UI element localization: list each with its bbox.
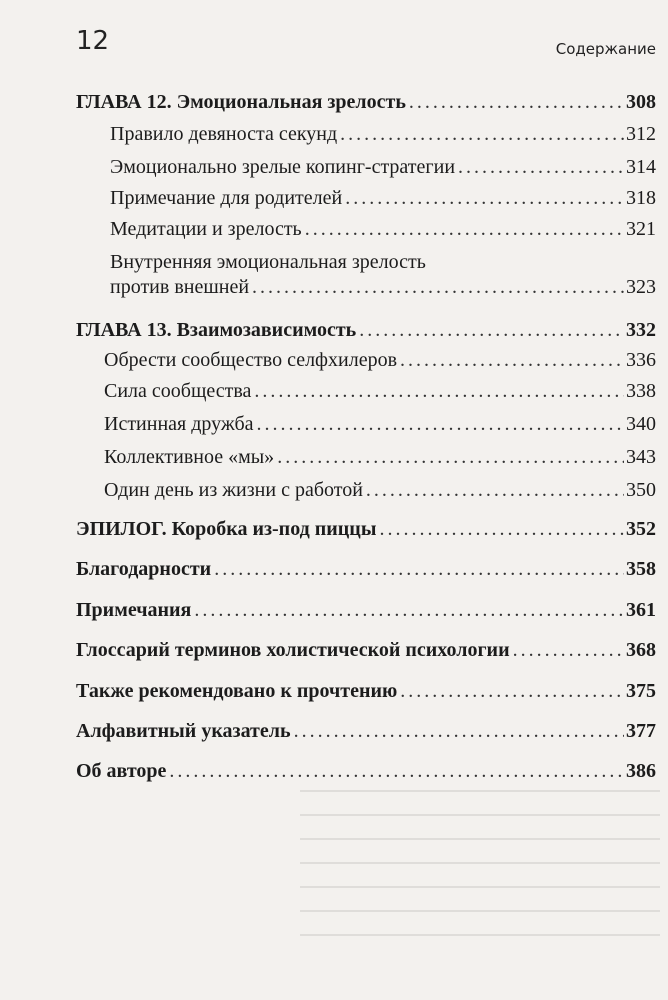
toc-entry-page: 338 <box>626 380 656 402</box>
toc-entry-index[interactable] <box>76 717 656 745</box>
toc-entry[interactable] <box>110 184 656 212</box>
dot-leader <box>400 677 624 705</box>
toc-entry-title: Также рекомендовано к прочтению <box>76 680 398 702</box>
dot-leader <box>400 346 624 374</box>
toc-entry-page: 352 <box>626 518 656 540</box>
toc-entry-title: ЭПИЛОГ. Коробка из-под пиццы <box>76 518 377 540</box>
dot-leader <box>305 215 624 243</box>
toc-entry-chapter-12[interactable] <box>76 88 656 116</box>
toc-entry-notes[interactable] <box>76 596 656 624</box>
toc-entry-title: Коллективное «мы» <box>104 446 275 468</box>
toc-entry[interactable] <box>110 120 656 148</box>
dot-leader <box>379 515 624 543</box>
dot-leader <box>169 757 624 785</box>
toc-entry-page: 358 <box>626 558 656 580</box>
toc-entry[interactable] <box>104 377 656 405</box>
toc-entry-title: Правило девяноста секунд <box>110 123 338 145</box>
dot-leader <box>252 273 624 301</box>
running-header: Содержание <box>555 40 656 58</box>
toc-entry-title: Примечания <box>76 599 192 621</box>
toc-entry[interactable] <box>104 443 656 471</box>
toc-entry-title: Сила сообщества <box>104 380 252 402</box>
toc-entry-title: ГЛАВА 12. Эмоциональная зрелость <box>76 91 406 113</box>
dot-leader <box>513 636 624 664</box>
toc-entry-page: 340 <box>626 413 656 435</box>
toc-entry-page: 323 <box>626 276 656 298</box>
toc-entry-page: 314 <box>626 156 656 178</box>
toc-entry-page: 375 <box>626 680 656 702</box>
toc-entry-title: Обрести сообщество селфхилеров <box>104 349 398 371</box>
toc-entry[interactable] <box>104 346 656 374</box>
toc-entry-title: Эмоционально зрелые копинг-стратегии <box>110 156 456 178</box>
dot-leader <box>277 443 624 471</box>
toc-entry[interactable] <box>104 476 656 504</box>
toc-entry-title-line1: Внутренняя эмоциональная зрелость <box>110 251 426 273</box>
toc-entry-title: Алфавитный указатель <box>76 720 291 742</box>
dot-leader <box>340 120 624 148</box>
dot-leader <box>194 596 624 624</box>
toc-entry[interactable] <box>110 215 656 243</box>
dot-leader <box>345 184 624 212</box>
toc-entry-title: Примечание для родителей <box>110 187 343 209</box>
toc-entry-page: 321 <box>626 218 656 240</box>
toc-entry-page: 368 <box>626 639 656 661</box>
toc-entry-glossary[interactable] <box>76 636 656 664</box>
toc-entry-further-reading[interactable] <box>76 677 656 705</box>
toc-entry-page: 336 <box>626 349 656 371</box>
toc-entry-title: Медитации и зрелость <box>110 218 302 240</box>
dot-leader <box>257 410 624 438</box>
dot-leader <box>366 476 624 504</box>
toc-entry[interactable] <box>110 153 656 181</box>
toc-entry-page: 386 <box>626 760 656 782</box>
dot-leader <box>294 717 624 745</box>
toc-entry-title: Истинная дружба <box>104 413 254 435</box>
dot-leader <box>458 153 624 181</box>
toc-entry[interactable] <box>110 273 656 301</box>
toc-entry-title: Один день из жизни с работой <box>104 479 363 501</box>
toc-entry-page: 361 <box>626 599 656 621</box>
toc-entry-about-author[interactable] <box>76 757 656 785</box>
toc-entry[interactable] <box>104 410 656 438</box>
toc-entry-acknowledgements[interactable] <box>76 555 656 583</box>
toc-entry-title: Об авторе <box>76 760 167 782</box>
toc-entry-page: 343 <box>626 446 656 468</box>
toc-entry-page: 350 <box>626 479 656 501</box>
toc-entry-page: 318 <box>626 187 656 209</box>
dot-leader <box>254 377 624 405</box>
page-number: 12 <box>76 26 110 56</box>
toc-entry-title: Глоссарий терминов холистической психологии <box>76 639 510 661</box>
toc-entry-page: 377 <box>626 720 656 742</box>
toc-entry-title: Благодарности <box>76 558 212 580</box>
toc-entry-page: 308 <box>626 91 656 113</box>
dot-leader <box>359 316 624 344</box>
toc-entry-title: против внешней <box>110 276 250 298</box>
toc-entry-page: 312 <box>626 123 656 145</box>
toc-entry-epilogue[interactable] <box>76 515 656 543</box>
toc-entry-page: 332 <box>626 319 656 341</box>
toc-entry-chapter-13[interactable] <box>76 316 656 344</box>
dot-leader <box>214 555 624 583</box>
dot-leader <box>409 88 624 116</box>
toc-entry-title: ГЛАВА 13. Взаимозависимость <box>76 319 357 341</box>
